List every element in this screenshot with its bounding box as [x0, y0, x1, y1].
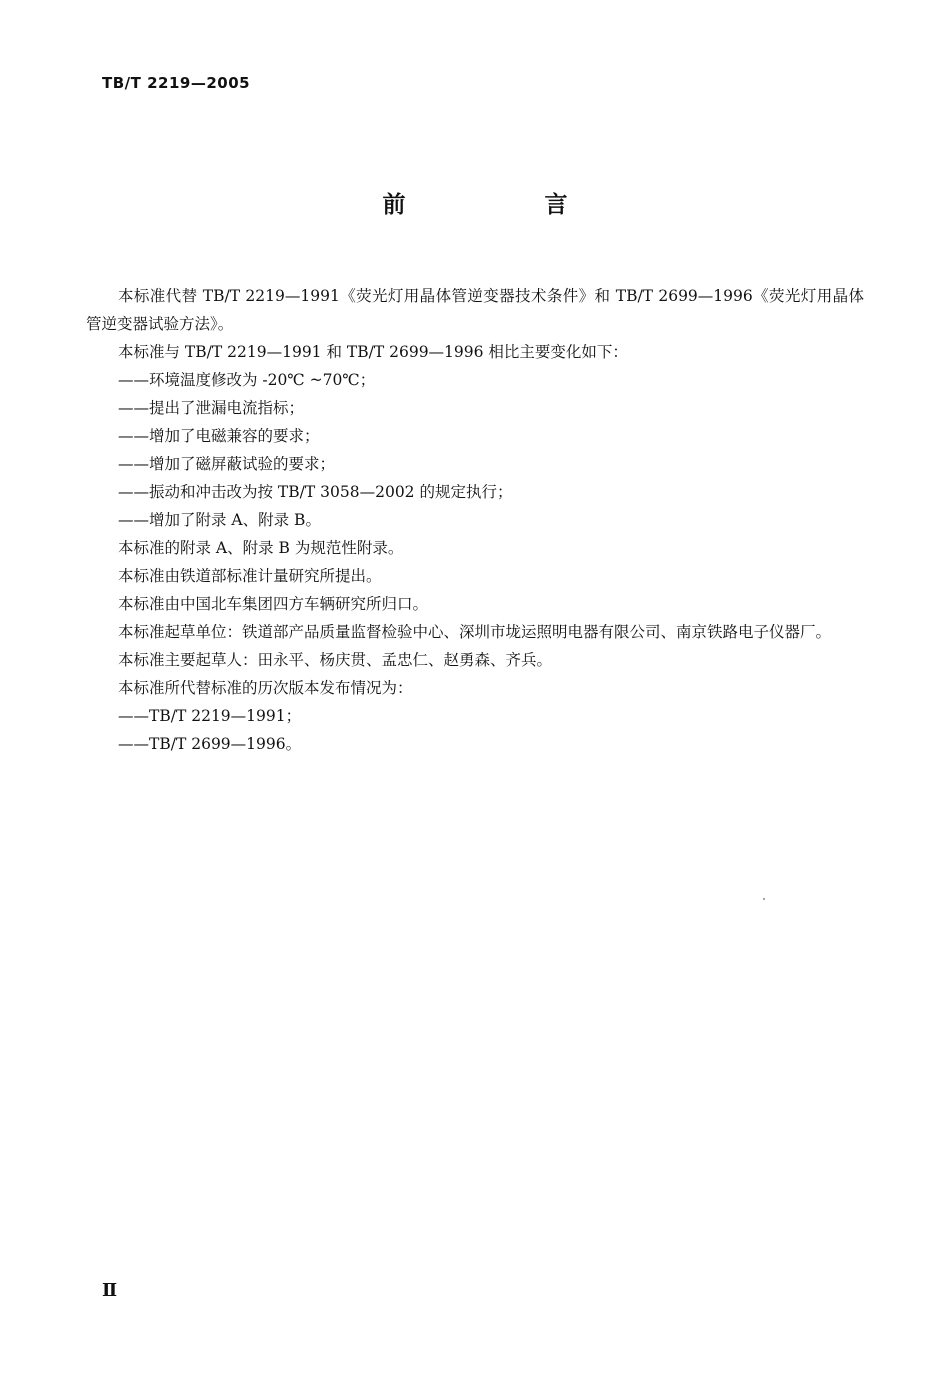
list-item: ——增加了磁屏蔽试验的要求； [118, 455, 336, 473]
list-item: ——振动和冲击改为按 TB/T 3058—2002 的规定执行； [118, 483, 513, 501]
paragraph-administrator: 本标准由中国北车集团四方车辆研究所归口。 [118, 595, 429, 613]
paragraph-replacement: 本标准代替 TB/T 2219—1991《荧光灯用晶体管逆变器技术条件》和 TB/T 2699—1996《荧光灯用晶体管逆变器试验方法》。 [86, 287, 864, 333]
paragraph-changes-intro: 本标准与 TB/T 2219—1991 和 TB/T 2699—1996 相比主要变化如下： [118, 343, 628, 361]
list-item: ——增加了电磁兼容的要求； [118, 427, 320, 445]
list-item: ——环境温度修改为 -20℃ ~70℃； [118, 371, 376, 389]
page-title: 前 言 [382, 192, 626, 218]
paragraph-drafting-units: 本标准起草单位：铁道部产品质量监督检验中心、深圳市垅运照明电器有限公司、南京铁路电子仪器厂。 [118, 623, 832, 641]
list-item: ——增加了附录 A、附录 B。 [118, 511, 321, 529]
changes-list [86, 366, 864, 534]
paragraph-annex: 本标准的附录 A、附录 B 为规范性附录。 [118, 539, 404, 557]
paragraph-drafters: 本标准主要起草人：田永平、杨庆贯、孟忠仁、赵勇森、齐兵。 [118, 651, 553, 669]
list-item: ——TB/T 2699—1996。 [118, 735, 302, 753]
document-body [86, 282, 864, 758]
paragraph-proposer: 本标准由铁道部标准计量研究所提出。 [118, 567, 382, 585]
history-list [86, 702, 864, 758]
list-item: ——提出了泄漏电流指标； [118, 399, 305, 417]
stray-dot [763, 898, 765, 900]
list-item: ——TB/T 2219—1991； [118, 707, 302, 725]
page-number: Ⅱ [102, 1280, 118, 1301]
standard-code: TB/T 2219—2005 [102, 74, 251, 92]
paragraph-history-intro: 本标准所代替标准的历次版本发布情况为： [118, 679, 413, 697]
